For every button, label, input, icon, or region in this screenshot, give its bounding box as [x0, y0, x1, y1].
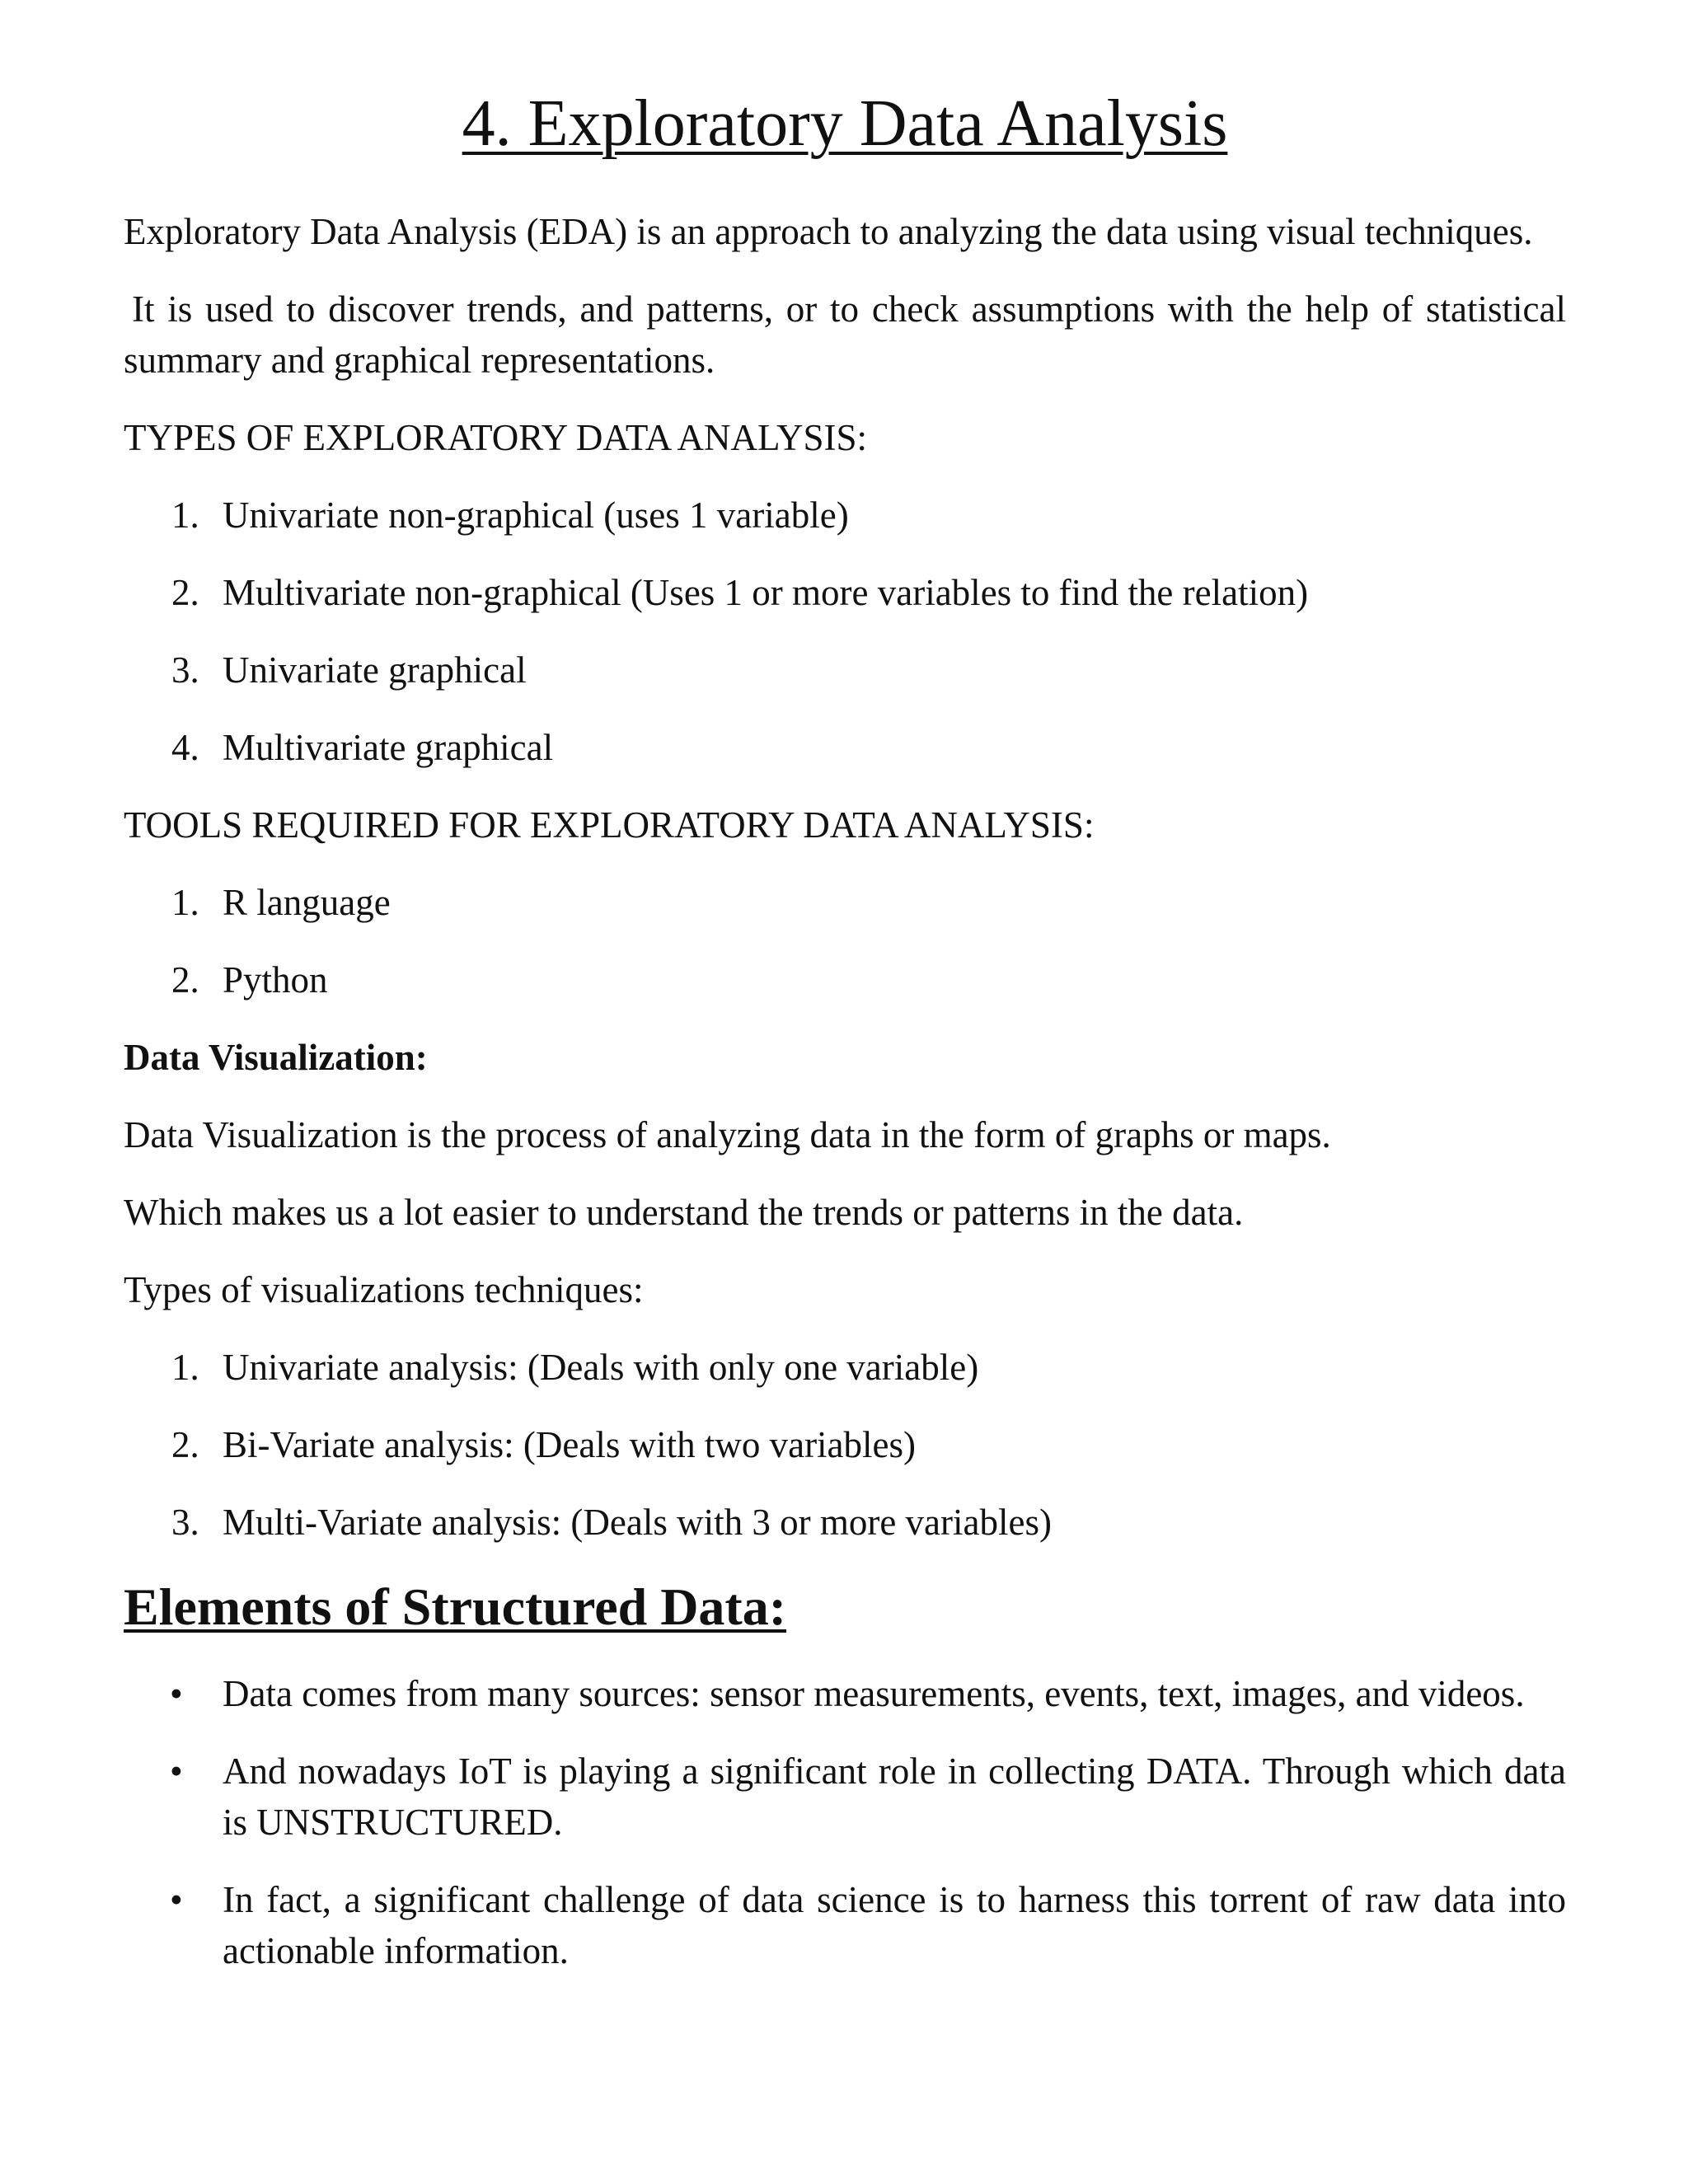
bullet-item	[124, 1668, 1566, 1719]
intro-paragraph-2: It is used to discover trends, and patterns, or to check assumptions with the help of statistical summary and graphical representations.	[124, 288, 1566, 381]
list-item	[124, 1497, 1566, 1548]
list-text: Python	[223, 959, 328, 1001]
list-number: 4.	[171, 727, 199, 768]
list-text: Univariate non-graphical (uses 1 variable)	[223, 494, 849, 536]
bullet-text: In fact, a significant challenge of data science is to harness this torrent of raw data into actionable information.	[223, 1879, 1566, 1971]
list-number: 1.	[171, 1347, 199, 1388]
list-text: Multivariate non-graphical (Uses 1 or more variables to find the relation)	[223, 572, 1309, 613]
bullet-text: Data comes from many sources: sensor measurements, events, text, images, and videos.	[223, 1673, 1525, 1714]
data-visualization-paragraph-2: Which makes us a lot easier to understand the trends or patterns in the data.	[124, 1192, 1244, 1233]
list-number: 1.	[171, 494, 199, 536]
list-text: Multivariate graphical	[223, 727, 554, 768]
list-number: 3.	[171, 1502, 199, 1543]
list-text: R language	[223, 882, 391, 923]
bullet-icon: •	[170, 1879, 183, 1920]
bullet-item	[124, 1746, 1566, 1848]
list-number: 2.	[171, 959, 199, 1001]
list-item	[124, 1342, 1566, 1393]
list-item	[124, 877, 1566, 928]
bullet-icon: •	[170, 1750, 183, 1792]
list-item	[124, 954, 1566, 1005]
bullet-text: And nowadays IoT is playing a significant role in collecting DATA. Through which data is UNSTRUCTURED.	[223, 1750, 1566, 1843]
bullet-icon: •	[170, 1673, 183, 1714]
visualization-types-list	[124, 1342, 1566, 1548]
list-item	[124, 490, 1566, 541]
document-page	[124, 82, 1566, 2003]
list-item	[124, 644, 1566, 696]
list-text: Bi-Variate analysis: (Deals with two variables)	[223, 1424, 917, 1465]
page-title: 4. Exploratory Data Analysis	[462, 87, 1228, 160]
list-item	[124, 567, 1566, 618]
structured-data-bullets	[124, 1668, 1566, 1976]
tools-list	[124, 877, 1566, 1005]
list-text: Univariate graphical	[223, 649, 527, 691]
list-number: 3.	[171, 649, 199, 691]
structured-data-heading: Elements of Structured Data:	[124, 1577, 787, 1636]
types-eda-list	[124, 490, 1566, 773]
types-eda-heading: TYPES OF EXPLORATORY DATA ANALYSIS:	[124, 417, 868, 458]
visualization-types-heading: Types of visualizations techniques:	[124, 1269, 644, 1310]
list-number: 2.	[171, 572, 199, 613]
list-number: 1.	[171, 882, 199, 923]
data-visualization-paragraph-1: Data Visualization is the process of analyzing data in the form of graphs or maps.	[124, 1114, 1331, 1155]
list-number: 2.	[171, 1424, 199, 1465]
intro-paragraph-1: Exploratory Data Analysis (EDA) is an approach to analyzing the data using visual techniques.	[124, 211, 1533, 252]
list-text: Univariate analysis: (Deals with only one variable)	[223, 1347, 979, 1388]
data-visualization-heading: Data Visualization:	[124, 1037, 428, 1078]
tools-heading: TOOLS REQUIRED FOR EXPLORATORY DATA ANALYSIS:	[124, 804, 1095, 846]
list-text: Multi-Variate analysis: (Deals with 3 or more variables)	[223, 1502, 1052, 1543]
list-item	[124, 1419, 1566, 1470]
list-item	[124, 722, 1566, 773]
bullet-item	[124, 1874, 1566, 1976]
